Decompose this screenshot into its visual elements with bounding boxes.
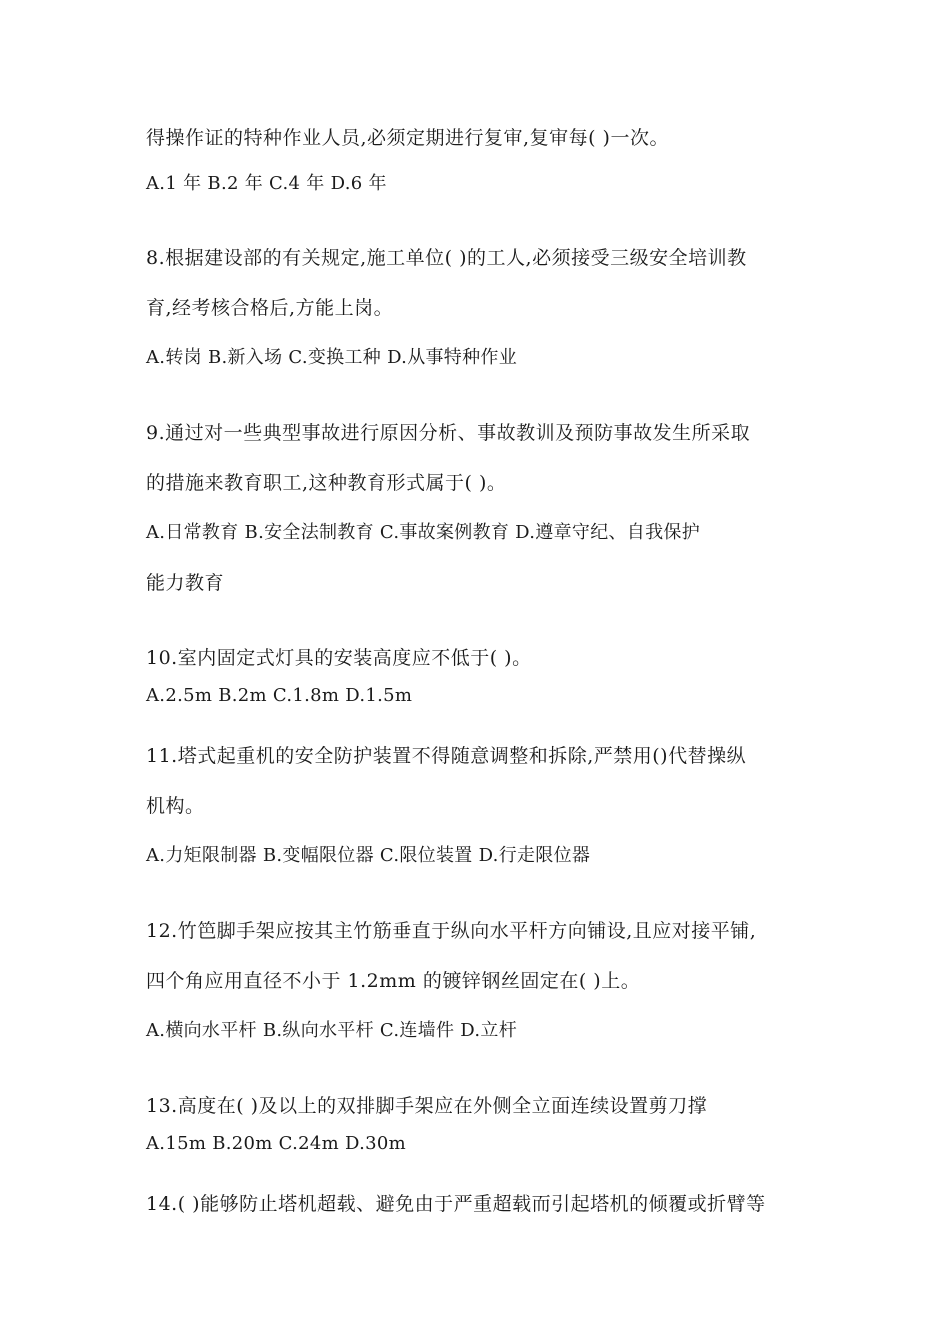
text-line: 得操作证的特种作业人员,必须定期进行复审,复审每( )一次。 bbox=[146, 127, 669, 149]
text-line: 的措施来教育职工,这种教育形式属于( )。 bbox=[146, 472, 507, 494]
answer-options: A.2.5m B.2m C.1.8m D.1.5m bbox=[146, 685, 413, 706]
question-12: 12.竹笆脚手架应按其主竹筋垂直于纵向水平杆方向铺设,且应对接平铺, bbox=[146, 920, 757, 942]
answer-options: A.横向水平杆 B.纵向水平杆 C.连墙件 D.立杆 bbox=[146, 1020, 517, 1041]
text-line: 四个角应用直径不小于 1.2mm 的镀锌钢丝固定在( )上。 bbox=[146, 970, 641, 992]
answer-options: A.力矩限制器 B.变幅限位器 C.限位装置 D.行走限位器 bbox=[146, 845, 591, 866]
question-8: 8.根据建设部的有关规定,施工单位( )的工人,必须接受三级安全培训教 bbox=[146, 247, 747, 269]
answer-options: A.1 年 B.2 年 C.4 年 D.6 年 bbox=[146, 173, 387, 194]
answer-options: A.日常教育 B.安全法制教育 C.事故案例教育 D.遵章守纪、自我保护 bbox=[146, 522, 700, 543]
answer-options: A.15m B.20m C.24m D.30m bbox=[146, 1133, 406, 1154]
question-13: 13.高度在( )及以上的双排脚手架应在外侧全立面连续设置剪刀撑 bbox=[146, 1095, 708, 1117]
answer-options: A.转岗 B.新入场 C.变换工种 D.从事特种作业 bbox=[146, 347, 517, 368]
question-11: 11.塔式起重机的安全防护装置不得随意调整和拆除,严禁用()代替操纵 bbox=[146, 745, 747, 767]
text-line: 育,经考核合格后,方能上岗。 bbox=[146, 297, 394, 319]
question-9: 9.通过对一些典型事故进行原因分析、事故教训及预防事故发生所采取 bbox=[146, 422, 751, 444]
question-14: 14.( )能够防止塔机超载、避免由于严重超载而引起塔机的倾覆或折臂等 bbox=[146, 1193, 766, 1215]
question-10: 10.室内固定式灯具的安装高度应不低于( )。 bbox=[146, 647, 532, 669]
text-line: 机构。 bbox=[146, 795, 205, 817]
text-line: 能力教育 bbox=[146, 572, 225, 594]
